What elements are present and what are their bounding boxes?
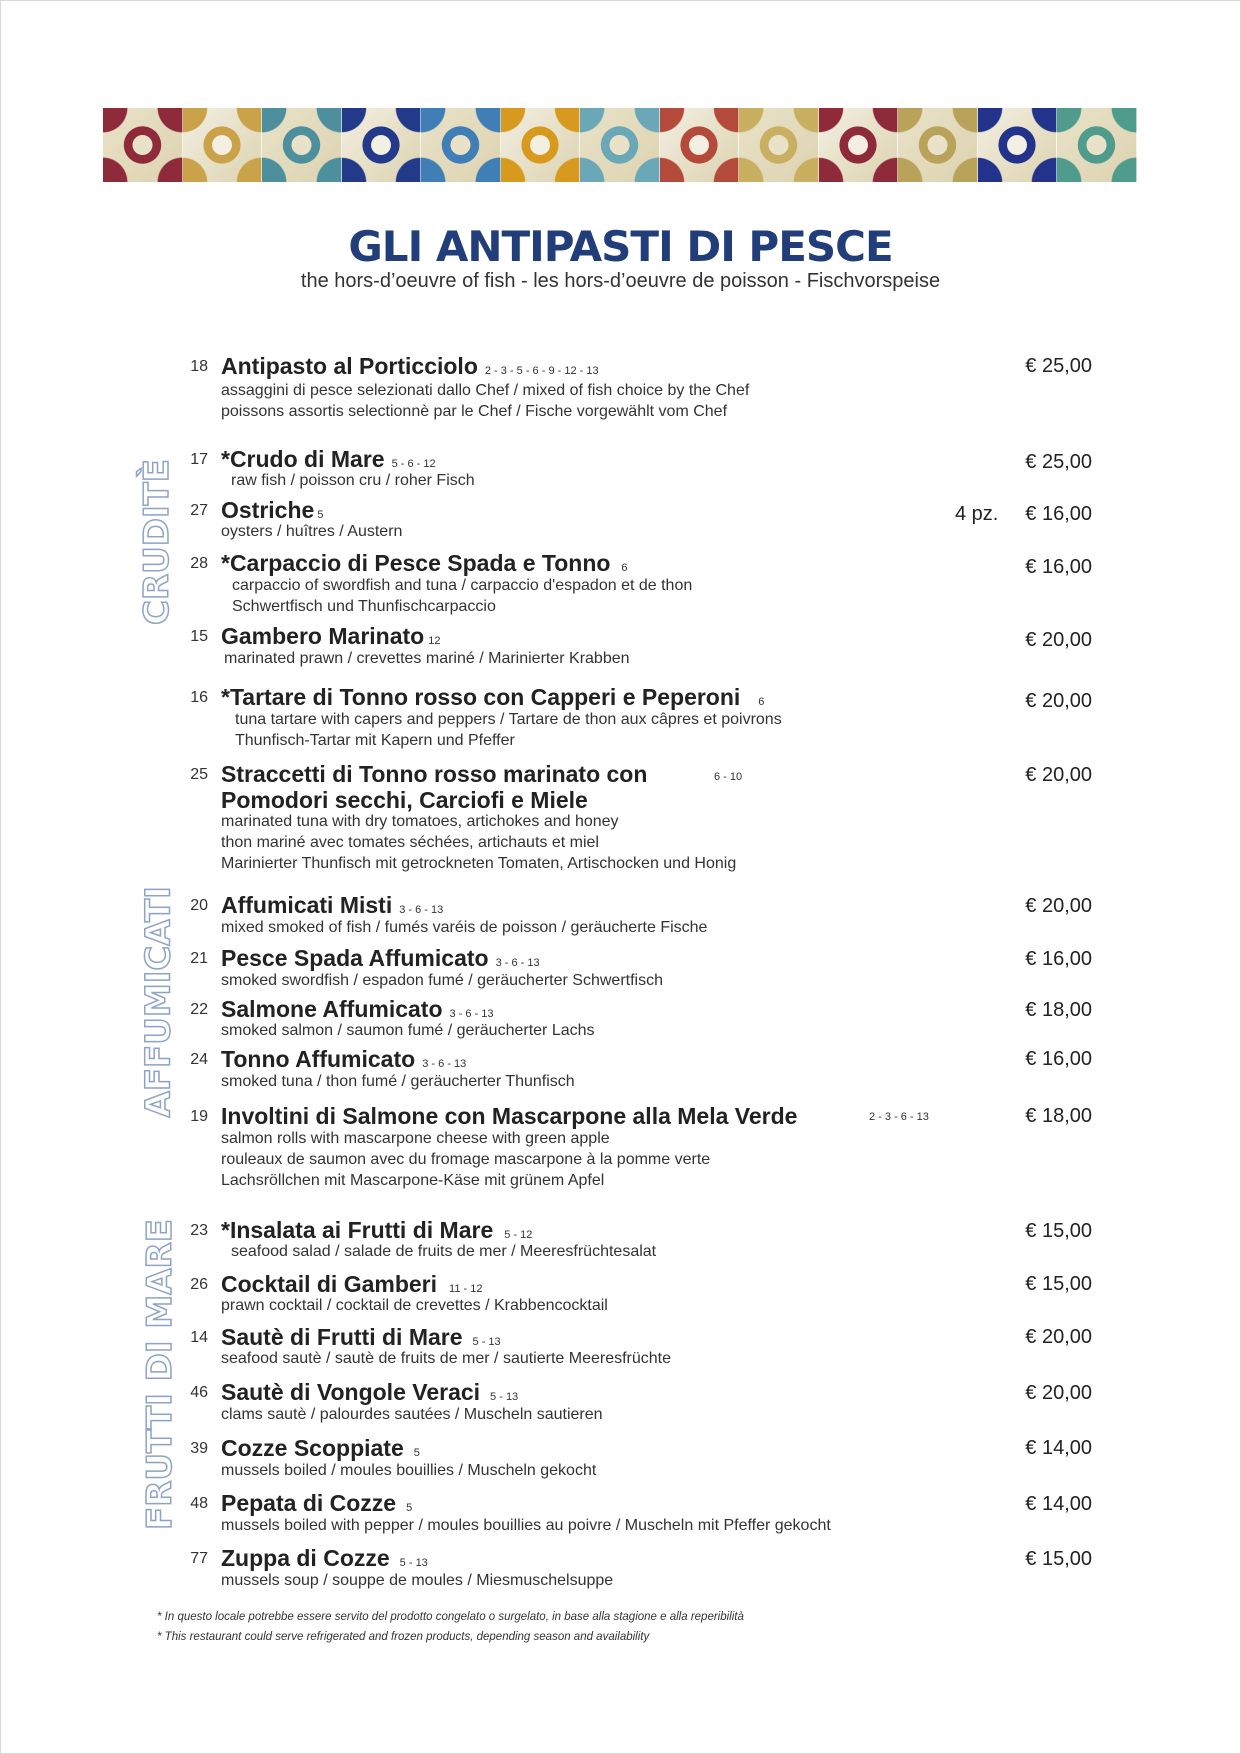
item-description: smoked swordfish / espadon fumé / geräucherter Schwertfisch [221,972,663,989]
allergen-codes: 5 - 6 - 12 [391,458,436,470]
item-price: € 15,00 [1025,1548,1092,1570]
item-name: *Crudo di Mare 5 - 6 - 12 [221,446,436,472]
item-price: € 20,00 [1025,764,1092,786]
item-name: *Insalata ai Frutti di Mare 5 - 12 [221,1217,533,1243]
item-name: Pepata di Cozze 5 [221,1490,413,1516]
allergen-codes: 5 - 13 [490,1391,519,1403]
allergen-codes: 5 [413,1447,420,1459]
allergen-codes: 3 - 6 - 13 [399,904,444,916]
item-name: Sautè di Frutti di Mare 5 - 13 [221,1324,501,1350]
item-description: tuna tartare with capers and peppers / Tartare de thon aux câpres et poivrons Thunfisch-Tartar mit Kapern und Pfeffer [235,711,782,749]
item-number: 14 [190,1329,208,1346]
item-number: 27 [190,502,208,519]
item-number: 28 [190,555,208,572]
allergen-codes: 2 - 3 - 5 - 6 - 9 - 12 - 13 [484,365,599,377]
decorative-tile [819,108,899,182]
allergen-codes: 11 - 12 [449,1283,483,1295]
item-name: Ostriche 5 [221,497,324,523]
item-price: € 15,00 [1025,1273,1092,1295]
allergen-codes: 5 [406,1502,413,1514]
item-name: *Carpaccio di Pesce Spada e Tonno 6 [221,550,628,576]
decorative-tile [103,108,183,182]
item-price: € 15,00 [1025,1220,1092,1242]
item-name: Affumicati Misti 3 - 6 - 13 [221,892,444,918]
item-price: € 16,00 [1025,948,1092,970]
item-number: 23 [190,1222,208,1239]
item-price: € 20,00 [1025,629,1092,651]
allergen-codes: 5 - 12 [504,1229,533,1241]
item-price: € 20,00 [1025,1382,1092,1404]
allergen-codes: 5 - 13 [399,1557,428,1569]
item-name: Pesce Spada Affumicato 3 - 6 - 13 [221,945,540,971]
item-description: oysters / huîtres / Austern [221,523,403,540]
allergen-codes: 12 [428,635,441,647]
decorative-tile [262,108,342,182]
item-price: € 18,00 [1025,999,1092,1021]
item-name: Cozze Scoppiate 5 [221,1435,420,1461]
allergen-codes: 6 - 10 [714,771,743,783]
allergen-codes: 3 - 6 - 13 [449,1008,494,1020]
item-number: 15 [190,628,208,645]
item-name: Cocktail di Gamberi 11 - 12 [221,1271,483,1297]
item-description: smoked tuna / thon fumé / geräucherter Thunfisch [221,1073,575,1090]
item-number: 16 [190,689,208,706]
item-quantity: 4 pz. [955,503,999,525]
item-number: 39 [190,1440,208,1457]
item-description: mixed smoked of fish / fumés varéis de poisson / geräucherte Fische [221,919,708,936]
item-description: seafood salad / salade de fruits de mer / Meeresfrüchtesalat [231,1243,657,1260]
page-title: GLI ANTIPASTI DI PESCE [348,222,893,271]
section-label-crudite: CRUDITÈ [137,458,177,625]
item-description: carpaccio of swordfish and tuna / carpaccio d'espadon et de thon Schwertfisch und Thunfischcarpaccio [232,577,693,615]
decorative-tile [580,108,660,182]
decorative-tile-banner [103,108,1137,182]
item-number: 77 [190,1550,208,1567]
item-description: mussels boiled / moules bouillies / Muscheln gekocht [221,1462,597,1479]
item-number: 24 [190,1051,208,1068]
item-description: assaggini di pesce selezionati dallo Chef / mixed of fish choice by the Chef poissons assortis selectionnè par le Chef / Fische vorgewählt vom Chef [221,382,750,420]
allergen-codes: 5 - 13 [472,1336,501,1348]
decorative-tile [1057,108,1137,182]
item-description: raw fish / poisson cru / roher Fisch [231,472,475,489]
decorative-tile [739,108,819,182]
item-name: Antipasto al Porticciolo 2 - 3 - 5 - 6 - 9 - 12 - 13 [221,353,599,379]
item-price: € 16,00 [1025,503,1092,525]
item-name: Salmone Affumicato 3 - 6 - 13 [221,996,494,1022]
allergen-codes: 3 - 6 - 13 [422,1058,467,1070]
item-name: Gambero Marinato 12 [221,623,441,649]
footnote-italian: * In questo locale potrebbe essere servito del prodotto congelato o surgelato, in base alla stagione e alla reperibilità [157,1611,744,1623]
item-name: *Tartare di Tonno rosso con Capperi e Peperoni 6 [221,684,765,710]
item-price: € 18,00 [1025,1105,1092,1127]
item-number: 26 [190,1276,208,1293]
item-name: Tonno Affumicato 3 - 6 - 13 [221,1046,467,1072]
item-name: Straccetti di Tonno rosso marinato con [221,761,648,787]
decorative-tile [898,108,978,182]
item-name-line2: Pomodori secchi, Carciofi e Miele [221,787,588,813]
item-description: prawn cocktail / cocktail de crevettes / Krabbencocktail [221,1297,608,1314]
section-label-affumicati: AFFUMICATI [138,886,179,1118]
decorative-tile [501,108,581,182]
section-label-frutti-di-mare: FRUTTI DI MARE [140,1219,180,1530]
allergen-codes: 5 [317,509,324,521]
footnote-english: * This restaurant could serve refrigerated and frozen products, depending season and availability [157,1631,650,1643]
item-description: mussels soup / souppe de moules / Miesmuschelsuppe [221,1572,614,1589]
item-description: marinated tuna with dry tomatoes, artichokes and honey thon mariné avec tomates séchées, artichauts et miel Marinierter Thunfisch mit getrockneten Tomaten, Artischocken und Honig [221,813,737,872]
item-name: Zuppa di Cozze 5 - 13 [221,1545,428,1571]
item-price: € 16,00 [1025,1048,1092,1070]
item-number: 48 [190,1495,208,1512]
item-number: 19 [190,1108,208,1125]
allergen-codes: 2 - 3 - 6 - 13 [869,1111,929,1123]
item-number: 22 [190,1001,208,1018]
item-name: Involtini di Salmone con Mascarpone alla Mela Verde [221,1103,798,1129]
item-price: € 25,00 [1025,451,1092,473]
item-number: 25 [190,766,208,783]
decorative-tile [978,108,1058,182]
item-price: € 16,00 [1025,556,1092,578]
item-price: € 14,00 [1025,1493,1092,1515]
item-description: seafood sautè / sautè de fruits de mer / sautierte Meeresfrüchte [221,1350,672,1367]
item-description: salmon rolls with mascarpone cheese with green apple rouleaux de saumon avec du fromage mascarpone à la pomme verte Lachsröllchen mit Mascarpone-Käse mit grünem Apfel [221,1130,711,1189]
item-price: € 20,00 [1025,1326,1092,1348]
allergen-codes: 6 [621,562,628,574]
item-description: marinated prawn / crevettes mariné / Marinierter Krabben [224,650,630,667]
item-number: 18 [190,358,208,375]
decorative-tile [660,108,740,182]
allergen-codes: 3 - 6 - 13 [495,957,540,969]
item-description: smoked salmon / saumon fumé / geräucherter Lachs [221,1022,595,1039]
decorative-tile [421,108,501,182]
allergen-codes: 6 [758,696,765,708]
item-number: 20 [190,897,208,914]
item-price: € 25,00 [1025,355,1092,377]
item-price: € 14,00 [1025,1437,1092,1459]
item-name: Sautè di Vongole Veraci 5 - 13 [221,1379,519,1405]
item-number: 46 [190,1384,208,1401]
item-description: clams sautè / palourdes sautées / Muscheln sautieren [221,1406,603,1423]
page-subtitle: the hors-d’oeuvre of fish - les hors-d’oeuvre de poisson - Fischvorspeise [300,270,941,292]
item-number: 17 [190,451,208,468]
item-price: € 20,00 [1025,895,1092,917]
item-description: mussels boiled with pepper / moules bouillies au poivre / Muscheln mit Pfeffer gekocht [221,1517,831,1534]
item-number: 21 [190,950,208,967]
decorative-tile [342,108,422,182]
decorative-tile [183,108,263,182]
item-price: € 20,00 [1025,690,1092,712]
